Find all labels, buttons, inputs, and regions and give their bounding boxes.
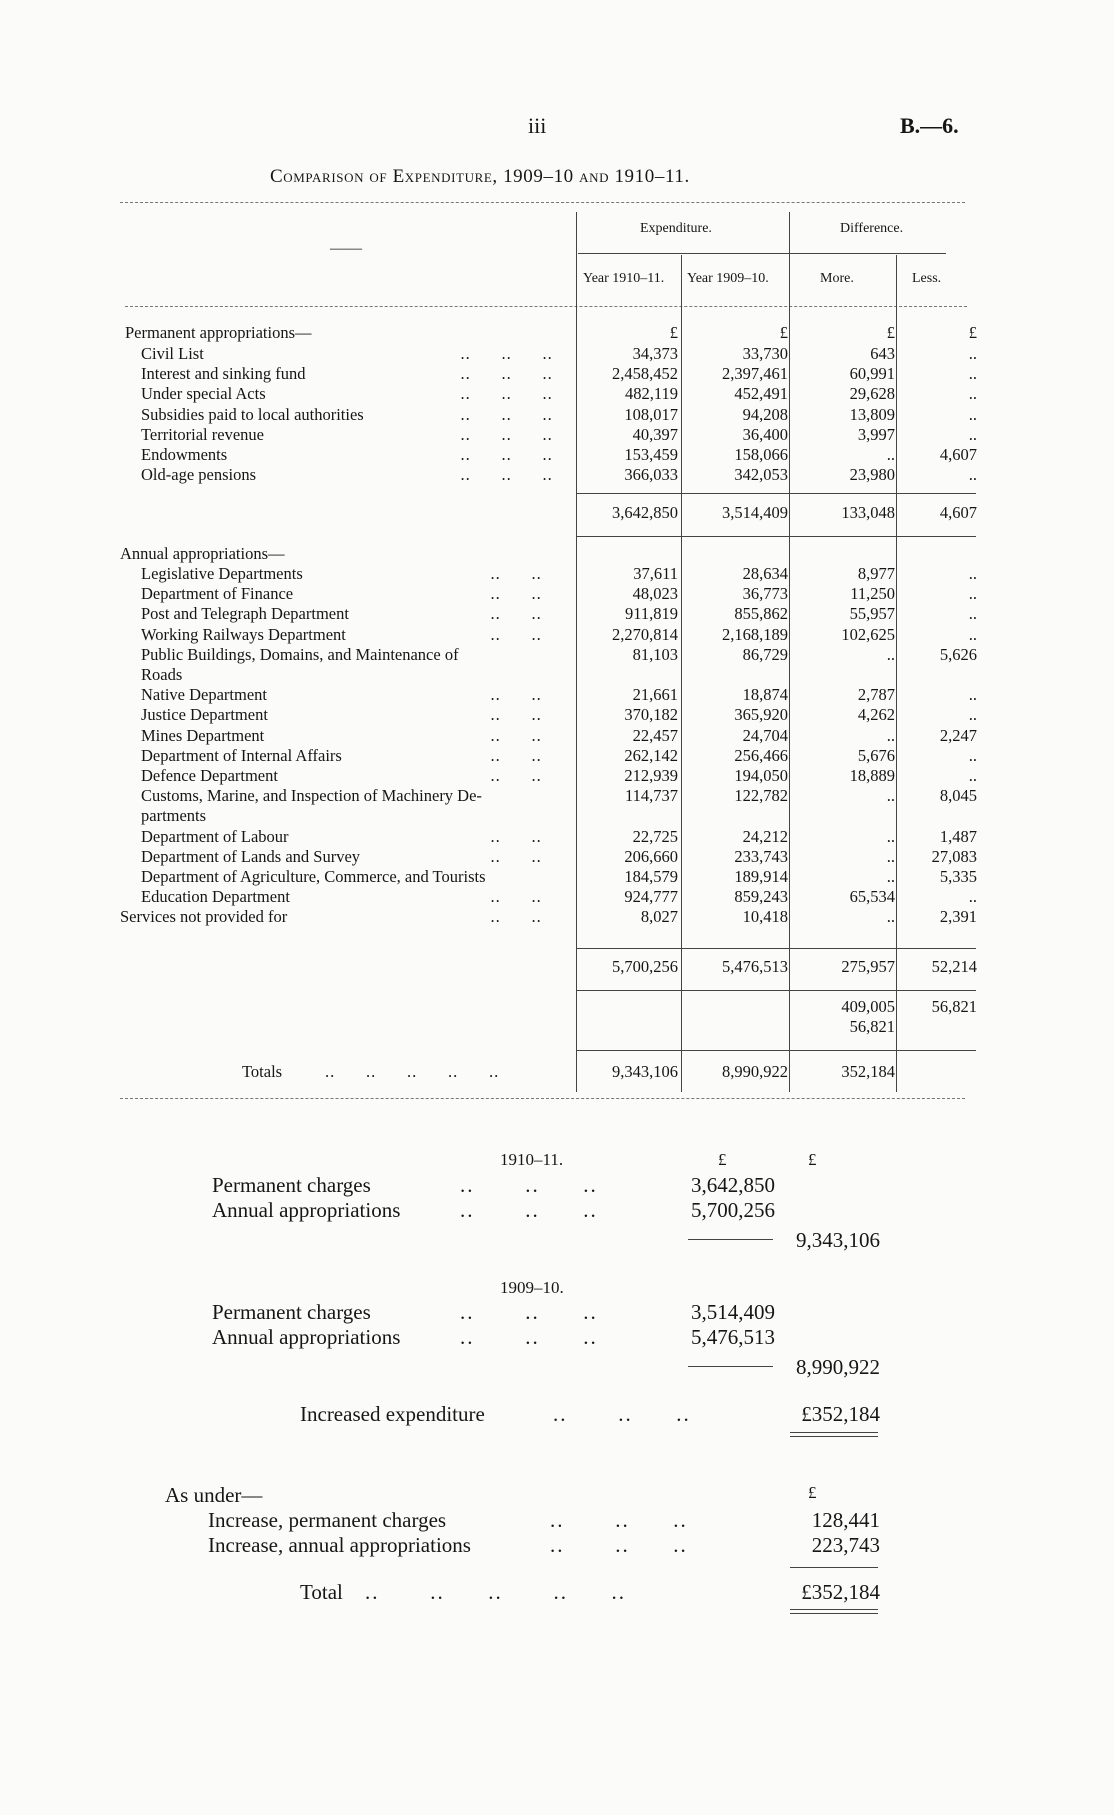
subtotal-rule — [576, 948, 976, 949]
table-row — [0, 726, 1114, 746]
table-row — [0, 564, 1114, 584]
under-value: 223,743 — [811, 1533, 880, 1557]
table-row — [0, 604, 1114, 624]
summary-label: Annual appropriations — [212, 1325, 401, 1349]
currency-mark: £ — [718, 1150, 727, 1169]
cell-value: .. — [968, 604, 977, 624]
cell-value: 29,628 — [849, 384, 895, 404]
cell-value: 2,168,189 — [722, 624, 788, 644]
summary-value: 3,514,409 — [691, 1300, 775, 1324]
row-label-continuation: Roads — [141, 665, 183, 684]
currency-mark: £ — [808, 1150, 817, 1169]
table-bottom-rule — [120, 1098, 965, 1099]
difference-group-header: Difference. — [840, 221, 904, 236]
under-label: Increase, annual appropriations — [208, 1533, 471, 1557]
cell-value: 37,611 — [633, 564, 678, 583]
cell-value: .. — [968, 705, 977, 725]
leader-dots: .. .. .. — [460, 1198, 598, 1222]
summary-total-1909: 8,990,922 — [796, 1355, 880, 1379]
cell-value: 65,534 — [849, 887, 895, 907]
cell-value: .. — [886, 644, 895, 664]
summary-label: Annual appropriations — [212, 1198, 401, 1222]
leader-dots: .. .. — [470, 846, 542, 866]
cell-value: 102,625 — [841, 624, 895, 644]
section-heading-row — [0, 544, 1114, 564]
cell-value: 4,607 — [939, 503, 977, 522]
cell-value: .. — [968, 424, 977, 444]
table-row — [0, 685, 1114, 705]
leader-dots: .. .. .. — [550, 1533, 688, 1557]
table-row — [0, 847, 1114, 867]
leader-dots: .. .. — [470, 564, 542, 583]
currency-mark: £ — [968, 323, 977, 342]
table-row — [0, 465, 1114, 485]
cell-value: 21,661 — [632, 685, 678, 705]
col-header-more: More. — [820, 271, 854, 286]
row-label: Department of Finance — [141, 584, 294, 604]
cell-value: 133,048 — [841, 503, 895, 522]
row-label: Public Buildings, Domains, and Maintenance of — [141, 644, 459, 664]
total-value: £352,184 — [801, 1580, 880, 1604]
cell-value: 158,066 — [734, 445, 788, 464]
leader-dots: .. .. .. — [440, 445, 553, 464]
subtotal-rule — [576, 990, 976, 991]
cell-value: 27,083 — [931, 846, 977, 866]
cell-value: 11,250 — [850, 584, 895, 604]
combined-row — [0, 997, 1114, 1017]
leader-dots: .. .. — [470, 604, 542, 624]
leader-dots: .. .. .. — [553, 1402, 691, 1426]
cell-value: 9,343,106 — [612, 1062, 678, 1081]
row-label: Customs, Marine, and Inspection of Machinery De- — [141, 786, 482, 806]
summary-year-1909: 1909–10. — [500, 1278, 564, 1297]
cell-value: .. — [968, 685, 977, 705]
table-row — [0, 405, 1114, 425]
cell-value: 23,980 — [849, 465, 895, 485]
table-row — [0, 584, 1114, 604]
summary-label: Permanent charges — [212, 1173, 371, 1197]
leader-dots: .. .. — [470, 745, 542, 765]
leader-dots: .. .. — [470, 826, 542, 846]
combined-row — [0, 1017, 1114, 1037]
row-label: Civil List — [141, 344, 204, 363]
row-label: Working Railways Department — [141, 624, 346, 644]
cell-value: 233,743 — [734, 846, 788, 866]
totals-label: Totals — [242, 1062, 283, 1081]
total-rule — [576, 1050, 976, 1051]
cell-value: 81,103 — [632, 644, 678, 664]
group-header-rule — [578, 253, 946, 254]
cell-value: 10,418 — [742, 907, 788, 927]
leader-dots: .. .. .. — [440, 404, 553, 424]
leader-dots: .. .. .. — [440, 364, 553, 384]
cell-value: 33,730 — [742, 344, 788, 363]
cell-value: 22,725 — [632, 826, 678, 846]
row-label: Department of Agriculture, Commerce, and Tourists — [141, 867, 486, 886]
leader-dots: .. .. — [470, 766, 542, 785]
cell-value: 184,579 — [624, 867, 678, 886]
increase-label: Increased expenditure — [300, 1402, 485, 1426]
cell-value: 8,990,922 — [722, 1062, 788, 1081]
row-label: Subsidies paid to local authorities — [141, 404, 364, 424]
table-row — [0, 705, 1114, 725]
row-label: Interest and sinking fund — [141, 364, 306, 384]
table-row — [0, 344, 1114, 364]
row-label: Services not provided for — [120, 907, 288, 927]
cell-value: 2,458,452 — [612, 364, 678, 384]
cell-value: 189,914 — [734, 867, 788, 886]
cell-value: 262,142 — [624, 745, 678, 765]
cell-value: 452,491 — [734, 384, 788, 404]
cell-value: .. — [968, 584, 977, 604]
cell-value: 24,212 — [742, 826, 788, 846]
row-label: Under special Acts — [141, 384, 266, 404]
cell-value: 256,466 — [734, 745, 788, 765]
cell-value: .. — [886, 826, 895, 846]
cell-value: 8,027 — [640, 907, 678, 927]
cell-value: 3,642,850 — [612, 503, 678, 522]
cell-value: .. — [886, 846, 895, 866]
row-label: Endowments — [141, 445, 228, 464]
double-rule — [790, 1609, 878, 1610]
cell-value: .. — [968, 404, 977, 424]
col-header-less: Less. — [912, 271, 942, 286]
section-heading: Annual appropriations— — [120, 544, 285, 563]
cell-value: .. — [968, 887, 977, 907]
cell-value: .. — [968, 465, 977, 485]
expenditure-group-header: Expenditure. — [640, 221, 712, 236]
cell-value: 911,819 — [624, 604, 678, 624]
leader-dots: .. .. .. — [460, 1300, 598, 1324]
table-row — [0, 867, 1114, 887]
table-row — [0, 907, 1114, 927]
section-heading: Permanent appropriations— — [125, 323, 312, 342]
leader-dots: .. .. .. — [440, 465, 553, 485]
summary-value: 3,642,850 — [691, 1173, 775, 1197]
col-header-1910: Year 1910–11. — [583, 271, 665, 286]
summary-label: Permanent charges — [212, 1300, 371, 1324]
currency-mark: £ — [669, 323, 678, 342]
row-label: Post and Telegraph Department — [141, 604, 349, 624]
cell-value: 5,676 — [857, 745, 895, 765]
currency-mark: £ — [779, 323, 788, 342]
row-label: Department of Lands and Survey — [141, 846, 361, 866]
increase-value: £352,184 — [801, 1402, 880, 1426]
row-label: Native Department — [141, 685, 267, 705]
leader-dots: .. .. — [470, 907, 542, 927]
header-bottom-rule — [125, 306, 967, 307]
table-row-continuation — [0, 665, 1114, 685]
table-row-continuation — [0, 806, 1114, 826]
leader-dots: .. .. — [470, 624, 542, 644]
leader-dots: .. .. — [470, 685, 542, 705]
leader-dots: .. .. .. — [460, 1325, 598, 1349]
leader-dots: .. .. — [470, 887, 542, 907]
currency-mark: £ — [808, 1483, 817, 1502]
row-label: Mines Department — [141, 725, 265, 745]
cell-value: .. — [886, 867, 895, 886]
cell-value: 36,400 — [742, 424, 788, 444]
currency-mark: £ — [886, 323, 895, 342]
row-label: Legislative Departments — [141, 564, 303, 583]
table-row — [0, 786, 1114, 806]
document-reference: B.—6. — [900, 113, 959, 138]
row-label: Defence Department — [141, 766, 278, 785]
cell-value: .. — [968, 564, 977, 583]
table-row — [0, 645, 1114, 665]
cell-value: .. — [968, 364, 977, 384]
cell-value: 94,208 — [742, 404, 788, 424]
cell-value: 366,033 — [624, 465, 678, 485]
cell-value: 108,017 — [624, 404, 678, 424]
cell-value: 206,660 — [624, 846, 678, 866]
cell-value: 4,607 — [939, 445, 977, 464]
as-under-heading: As under— — [165, 1483, 263, 1507]
leader-dots: .. .. — [470, 725, 542, 745]
table-row — [0, 746, 1114, 766]
cell-value: .. — [968, 745, 977, 765]
cell-value: 8,045 — [939, 786, 977, 806]
cell-value: 48,023 — [632, 584, 678, 604]
cell-value: 643 — [870, 344, 895, 363]
page-title: Comparison of Expenditure, 1909–10 and 1910–11. — [270, 166, 690, 187]
combined-more: 409,005 — [841, 997, 895, 1016]
cell-value: 18,889 — [849, 766, 895, 785]
cell-value: 18,874 — [742, 685, 788, 705]
table-row — [0, 445, 1114, 465]
under-value: 128,441 — [811, 1508, 880, 1532]
row-label: Old-age pensions — [141, 465, 257, 485]
cell-value: 86,729 — [742, 644, 788, 664]
cell-value: 2,391 — [939, 907, 977, 927]
cell-value: 55,957 — [849, 604, 895, 624]
leader-dots: .. .. .. .. .. — [325, 1062, 500, 1081]
cell-value: 212,939 — [624, 766, 678, 785]
summary-value: 5,476,513 — [691, 1325, 775, 1349]
col-header-1909: Year 1909–10. — [687, 271, 769, 286]
cell-value: 5,476,513 — [722, 957, 788, 976]
totals-row — [0, 1062, 1114, 1082]
leader-dots: .. .. — [470, 584, 542, 604]
cell-value: 52,214 — [931, 957, 977, 976]
cell-value: 22,457 — [632, 725, 678, 745]
cell-value: 482,119 — [624, 384, 678, 404]
double-rule — [790, 1613, 878, 1614]
cell-value: 5,335 — [939, 867, 977, 886]
cell-value: 924,777 — [624, 887, 678, 907]
cell-value: 194,050 — [734, 766, 788, 785]
page-number: iii — [528, 113, 547, 138]
subtotal-row — [0, 957, 1114, 977]
cell-value: .. — [886, 907, 895, 927]
leader-dots: .. .. .. — [550, 1508, 688, 1532]
cell-value: 2,397,461 — [722, 364, 788, 384]
cell-value: 153,459 — [624, 445, 678, 464]
table-row — [0, 364, 1114, 384]
combined-more: 56,821 — [849, 1017, 895, 1036]
cell-value: 24,704 — [742, 725, 788, 745]
table-row — [0, 827, 1114, 847]
cell-value: 8,977 — [857, 564, 895, 583]
cell-value: 855,862 — [734, 604, 788, 624]
cell-value: .. — [968, 766, 977, 785]
cell-value: 28,634 — [742, 564, 788, 583]
row-label: Education Department — [141, 887, 290, 907]
row-label: Department of Labour — [141, 826, 289, 846]
table-row — [0, 766, 1114, 786]
row-label-continuation: partments — [141, 806, 207, 826]
cell-value: .. — [886, 786, 895, 806]
table-row — [0, 625, 1114, 645]
subtotal-rule — [790, 1567, 878, 1568]
cell-value: 859,243 — [734, 887, 788, 907]
double-rule — [790, 1436, 878, 1437]
leader-dots: .. .. .. — [440, 384, 553, 404]
cell-value: .. — [968, 384, 977, 404]
subtotal-rule — [576, 493, 976, 494]
double-rule — [790, 1432, 878, 1433]
stub-heading-mark: —— — [330, 240, 362, 257]
cell-value: 5,626 — [939, 644, 977, 664]
combined-less: 56,821 — [931, 997, 977, 1016]
cell-value: 2,247 — [939, 725, 977, 745]
leader-dots: .. .. .. — [460, 1173, 598, 1197]
leader-dots: .. .. .. — [440, 424, 553, 444]
cell-value: .. — [886, 445, 895, 464]
cell-value: 342,053 — [734, 465, 788, 485]
table-top-rule — [120, 202, 965, 203]
cell-value: 4,262 — [857, 705, 895, 725]
cell-value: 5,700,256 — [612, 957, 678, 976]
cell-value: 2,787 — [857, 685, 895, 705]
summary-total-1910: 9,343,106 — [796, 1228, 880, 1252]
total-label: Total — [300, 1580, 343, 1604]
table-row — [0, 384, 1114, 404]
cell-value: 1,487 — [939, 826, 977, 846]
subtotal-rule — [576, 536, 976, 537]
table-row — [0, 887, 1114, 907]
cell-value: 60,991 — [849, 364, 895, 384]
leader-dots: .. .. .. — [440, 344, 553, 363]
subtotal-row — [0, 503, 1114, 523]
leader-dots: .. .. .. .. .. — [365, 1580, 626, 1604]
cell-value: 370,182 — [624, 705, 678, 725]
cell-value: 40,397 — [632, 424, 678, 444]
row-label: Department of Internal Affairs — [141, 745, 342, 765]
cell-value: 36,773 — [742, 584, 788, 604]
cell-value: 114,737 — [624, 786, 678, 806]
summary-value: 5,700,256 — [691, 1198, 775, 1222]
cell-value: 352,184 — [841, 1062, 895, 1081]
under-label: Increase, permanent charges — [208, 1508, 447, 1532]
cell-value: 3,514,409 — [722, 503, 788, 522]
cell-value: 122,782 — [734, 786, 788, 806]
cell-value: .. — [968, 624, 977, 644]
cell-value: 275,957 — [841, 957, 895, 976]
cell-value: 34,373 — [632, 344, 678, 363]
summary-year-1910: 1910–11. — [500, 1150, 564, 1169]
cell-value: 2,270,814 — [612, 624, 678, 644]
row-label: Justice Department — [141, 705, 268, 725]
cell-value: .. — [968, 344, 977, 363]
table-row — [0, 425, 1114, 445]
cell-value: .. — [886, 725, 895, 745]
cell-value: 13,809 — [849, 404, 895, 424]
section-heading-row — [0, 323, 1114, 343]
cell-value: 365,920 — [734, 705, 788, 725]
cell-value: 3,997 — [857, 424, 895, 444]
row-label: Territorial revenue — [141, 424, 264, 444]
leader-dots: .. .. — [470, 705, 542, 725]
